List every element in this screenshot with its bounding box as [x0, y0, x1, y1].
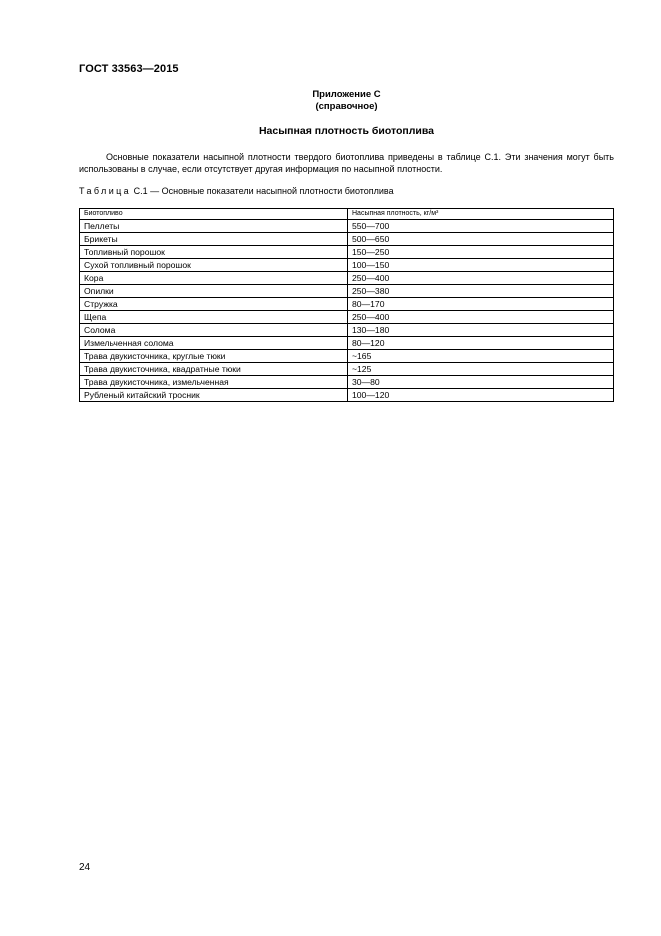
- fuel-cell: Топливный порошок: [80, 246, 348, 259]
- density-cell: ~165: [348, 350, 614, 363]
- density-cell: 250—380: [348, 285, 614, 298]
- fuel-cell: Щепа: [80, 311, 348, 324]
- page-number: 24: [79, 862, 91, 873]
- density-cell: ~125: [348, 363, 614, 376]
- appendix-subtitle: (справочное): [315, 101, 378, 112]
- density-cell: 80—170: [348, 298, 614, 311]
- density-cell: 250—400: [348, 272, 614, 285]
- bulk-density-table: [79, 208, 614, 402]
- column-header-biofuel: Биотопливо: [80, 209, 348, 220]
- document-code: ГОСТ 33563—2015: [79, 63, 179, 75]
- table-caption-text: С.1 — Основные показатели насыпной плотности биотоплива: [131, 186, 394, 196]
- table-row: [80, 389, 614, 402]
- table-row: [80, 246, 614, 259]
- fuel-cell: Кора: [80, 272, 348, 285]
- fuel-cell: Рубленый китайский тросник: [80, 389, 348, 402]
- column-header-density: Насыпная плотность, кг/м³: [348, 209, 614, 220]
- appendix-title: Приложение С: [312, 89, 381, 100]
- density-cell: 100—120: [348, 389, 614, 402]
- table-row: [80, 311, 614, 324]
- intro-paragraph: Основные показатели насыпной плотности твердого биотоплива приведены в таблице С.1. Эти значения могут быть использованы в случае, если отсутствует другая информация по насыпной плотности.: [79, 152, 614, 174]
- fuel-cell: Трава двукисточника, круглые тюки: [80, 350, 348, 363]
- density-cell: 250—400: [348, 311, 614, 324]
- density-cell: 150—250: [348, 246, 614, 259]
- table-row: [80, 298, 614, 311]
- table-row: [80, 220, 614, 233]
- table-row: [80, 350, 614, 363]
- density-cell: 130—180: [348, 324, 614, 337]
- density-cell: 30—80: [348, 376, 614, 389]
- fuel-cell: Солома: [80, 324, 348, 337]
- fuel-cell: Пеллеты: [80, 220, 348, 233]
- appendix-heading: [0, 89, 661, 113]
- table-row: [80, 337, 614, 350]
- table-caption-word: Таблица: [79, 186, 132, 196]
- table-row: [80, 376, 614, 389]
- table-row: [80, 285, 614, 298]
- density-cell: 500—650: [348, 233, 614, 246]
- table-header-row: [80, 209, 614, 220]
- fuel-cell: Брикеты: [80, 233, 348, 246]
- fuel-cell: Стружка: [80, 298, 348, 311]
- table-row: [80, 259, 614, 272]
- table-row: [80, 272, 614, 285]
- fuel-cell: Сухой топливный порошок: [80, 259, 348, 272]
- table-row: [80, 324, 614, 337]
- fuel-cell: Измельченная солома: [80, 337, 348, 350]
- density-cell: 80—120: [348, 337, 614, 350]
- density-cell: 550—700: [348, 220, 614, 233]
- density-cell: 100—150: [348, 259, 614, 272]
- fuel-cell: Трава двукисточника, измельченная: [80, 376, 348, 389]
- table-row: [80, 233, 614, 246]
- section-title: Насыпная плотность биотоплива: [258, 125, 435, 137]
- table-caption: [79, 186, 394, 196]
- fuel-cell: Трава двукисточника, квадратные тюки: [80, 363, 348, 376]
- table-row: [80, 363, 614, 376]
- fuel-cell: Опилки: [80, 285, 348, 298]
